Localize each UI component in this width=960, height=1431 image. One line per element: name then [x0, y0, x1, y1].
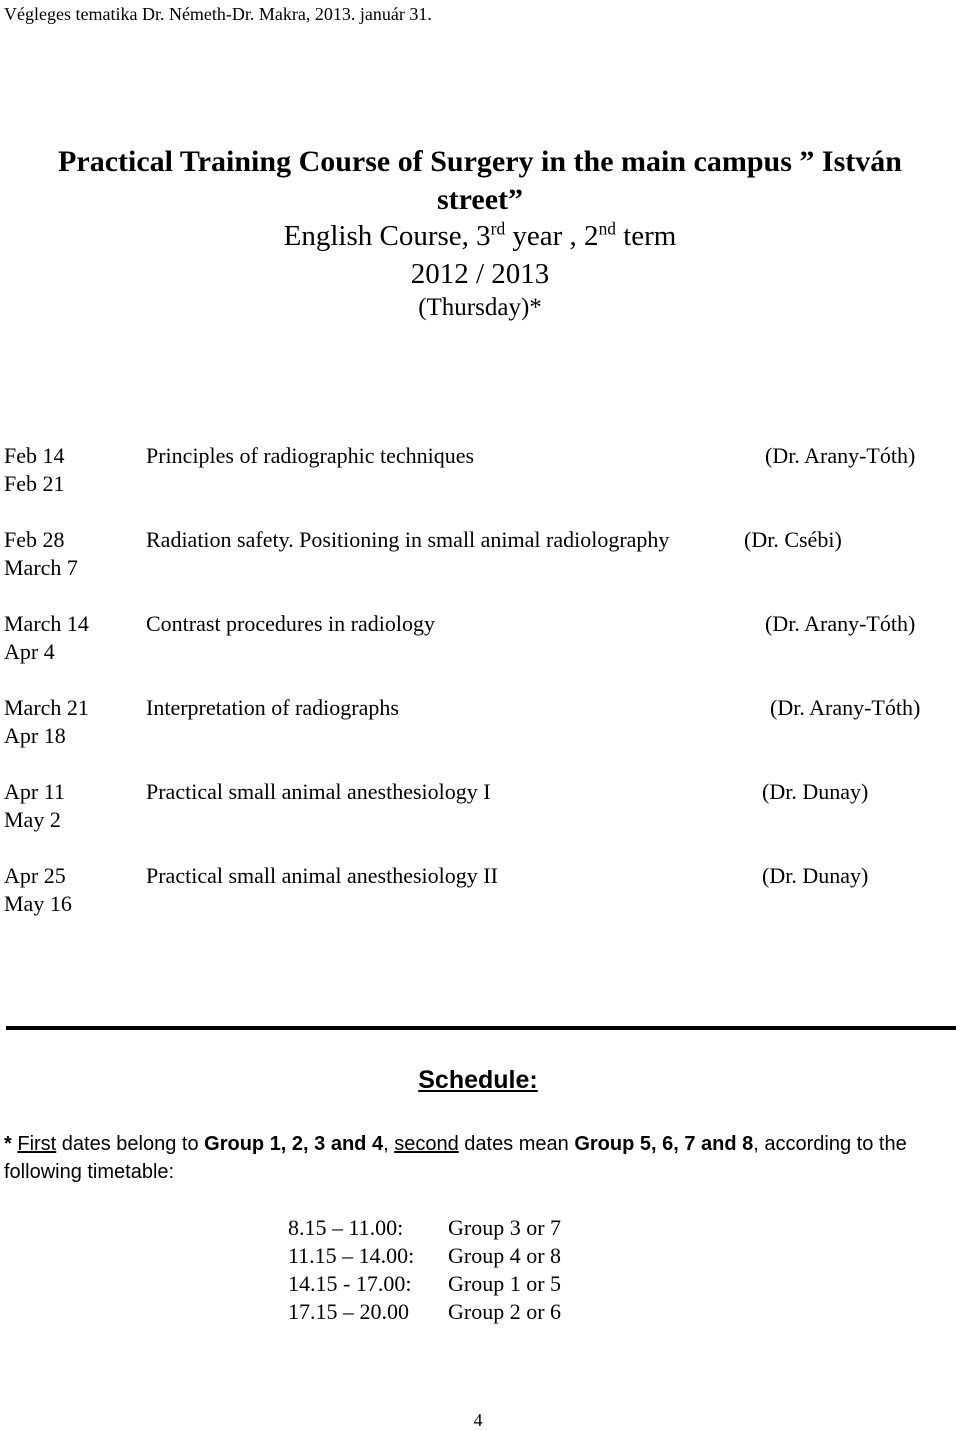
- session-date-first: Feb 14: [4, 443, 65, 468]
- session-date-first: March 14: [4, 611, 89, 636]
- session-date-second: May 2: [4, 807, 61, 832]
- schedule-heading: Schedule:: [418, 1066, 538, 1094]
- session-date-second: May 16: [4, 891, 72, 916]
- course-subtitle: English Course, 3rd year , 2nd term: [283, 218, 677, 252]
- session-date-first: Apr 11: [4, 779, 65, 804]
- session-topic: Interpretation of radiographs: [146, 695, 399, 720]
- weekday-note: (Thursday)*: [418, 294, 542, 321]
- document-header-note: Végleges tematika Dr. Németh-Dr. Makra, 2013. január 31.: [4, 4, 432, 24]
- session-topic: Practical small animal anesthesiology I: [146, 779, 491, 804]
- timetable-group: Group 2 or 6: [448, 1299, 562, 1324]
- course-title-line-2: street”: [436, 183, 524, 216]
- timetable-group: Group 3 or 7: [448, 1215, 562, 1240]
- academic-year: 2012 / 2013: [410, 258, 550, 290]
- session-topic: Principles of radiographic techniques: [146, 443, 475, 468]
- timetable-time: 14.15 - 17.00:: [288, 1271, 412, 1296]
- session-lecturer: (Dr. Dunay): [762, 779, 869, 804]
- page-number: 4: [473, 1410, 483, 1430]
- session-date-second: Apr 4: [4, 639, 55, 664]
- timetable-time: 11.15 – 14.00:: [288, 1243, 415, 1268]
- timetable-group: Group 4 or 8: [448, 1243, 562, 1268]
- session-lecturer: (Dr. Csébi): [744, 527, 842, 552]
- session-topic: Practical small animal anesthesiology II: [146, 863, 498, 888]
- section-divider: [6, 1026, 956, 1030]
- course-title-line-1: Practical Training Course of Surgery in the main campus ” István: [58, 145, 902, 178]
- session-date-second: Apr 18: [4, 723, 66, 748]
- session-topic: Radiation safety. Positioning in small animal radiolography: [146, 527, 670, 552]
- session-date-first: Feb 28: [4, 527, 65, 552]
- session-lecturer: (Dr. Arany-Tóth): [765, 611, 916, 636]
- session-date-second: Feb 21: [4, 471, 65, 496]
- session-topic: Contrast procedures in radiology: [146, 611, 435, 636]
- schedule-note: * First dates belong to Group 1, 2, 3 and 4, second dates mean Group 5, 6, 7 and 8, according to the following timetable:: [4, 1133, 907, 1183]
- session-date-first: Apr 25: [4, 863, 66, 888]
- session-lecturer: (Dr. Arany-Tóth): [765, 443, 916, 468]
- session-date-second: March 7: [4, 555, 78, 580]
- session-lecturer: (Dr. Dunay): [762, 863, 869, 888]
- session-date-first: March 21: [4, 695, 89, 720]
- timetable-group: Group 1 or 5: [448, 1271, 562, 1296]
- session-lecturer: (Dr. Arany-Tóth): [770, 695, 921, 720]
- timetable-time: 17.15 – 20.00: [288, 1299, 409, 1324]
- timetable-time: 8.15 – 11.00:: [288, 1215, 404, 1240]
